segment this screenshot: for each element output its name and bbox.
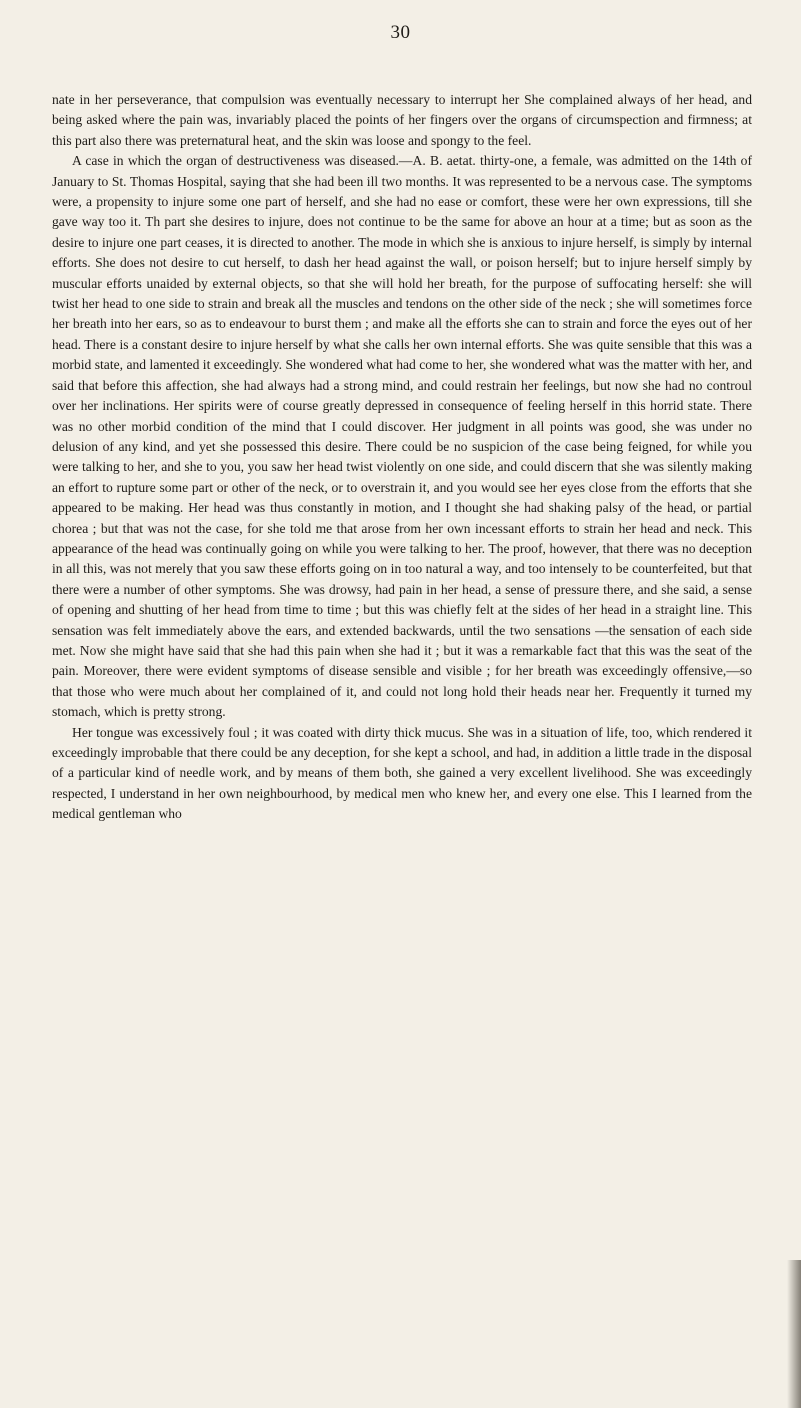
paragraph-tongue: Her tongue was excessively foul ; it was coated with dirty thick mucus. She was in a situation of life, too, which rendered it exceedingly improbable that there could be any deception, for she kept a school, and had, in addition a little trade in the disposal of a particular kind of needle work, and by means of them both, she gained a very excellent livelihood. She was exceedingly respected, I understand in her own neighbourhood, by medical men who knew her, and every one else. This I learned from the medical gentleman who (52, 724, 752, 822)
page-number: 30 (390, 22, 411, 43)
paragraph-continuation: nate in her perseverance, that compulsion was eventually necessary to interrupt her She complained always of her head, and being asked where the pain was, invariably placed the points of her fingers over the organs of circumspection and firmness; at this part also there was preternatural heat, and the skin was loose and spongy to the feel. (52, 92, 752, 148)
paragraph-case-description: A case in which the organ of destructiveness was diseased.—A. B. aetat. thirty-one, a female, was admitted on the 14th of January to St. Thomas Hospital, saying that she had been ill two months. It was represented to be a nervous case. The symptoms were, a propensity to injure some one part of herself, and she had no ease or comfort, these were her own expressions, till she gave way too it. Th part she desires to injure, does not continue to be the same for above an hour at a time; but as soon as the desire to injure one part ceases, it is directed to another. The mode in which she is anxious to injure herself, is simply by internal efforts. She does not desire to cut herself, to dash her head against the wall, or poison herself; but to injure herself simply by muscular efforts unaided by external objects, so that she will hold her breath, for the purpose of suffocating herself: she will twist her head to one side to strain and break all the muscles and tendons on the other side of the neck ; she will sometimes force her breath into her ears, so as to endeavour to burst them ; and make all the efforts she can to strain and force the eyes out of her head. There is a constant desire to injure herself by what she calls her own internal efforts. She was quite sensible that this was a morbid state, and lamented it exceedingly. She wondered what had come to her, she wondered what was the matter with her, and said that before this affection, she had always had a strong mind, and could restrain her feelings, but now she had no controul over her inclinations. Her spirits were of course greatly depressed in consequence of feeling herself in this horrid state. There was no other morbid condition of the mind that I could discover. Her judgment in all points was good, she was under no delusion of any kind, and yet she possessed this desire. There could be no suspicion of the case being feigned, for while you were talking to her, and she to you, you saw her head twist violently on one side, and could discern that she was silently making an effort to rupture some part or other of the neck, or to overstrain it, and you would see her eyes close from the efforts that she appeared to be making. Her head was thus constantly in motion, and I thought she had shaking palsy of the head, or partial chorea ; but that was not the case, for she told me that arose from her own incessant efforts to strain her head and neck. This appearance of the head was continually going on while you were talking to her. The proof, however, that there was no deception in all this, was not merely that you saw these efforts going on in too natural a way, and too intensely to be counterfeited, but that there were a number of other symptoms. She was drowsy, had pain in her head, a sense of pressure there, and she said, a sense of opening and shutting of her head from time to time ; but this was chiefly felt at the sides of her head in a straight line. This sensation was felt immediately above the ears, and extended backwards, until the two sensations —the sensation of each side met. Now she might have said that she had this pain when she had it ; but it was a remarkable fact that this was the seat of the pain. Moreover, there were evident symptoms of disease sensible and visible ; for her breath was exceedingly offensive,—so that those who were much about her complained of it, and could not long hold their heads near her. Frequently it turned my stomach, which is pretty strong. (52, 153, 752, 720)
body-text (52, 90, 752, 825)
page-edge-shadow (787, 1260, 801, 1408)
